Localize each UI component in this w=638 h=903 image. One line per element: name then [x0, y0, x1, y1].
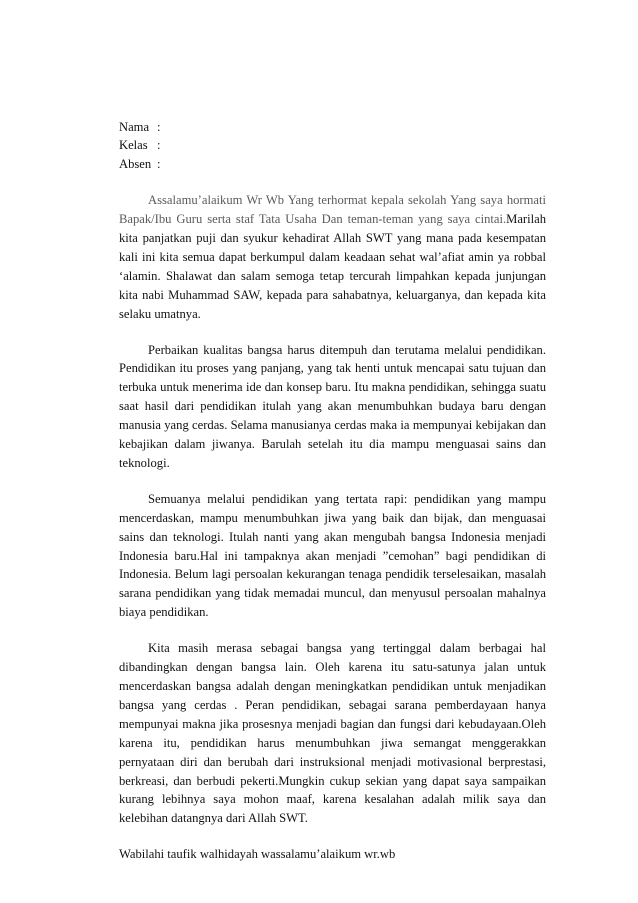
- paragraph-nation-behind: Kita masih merasa sebagai bangsa yang tertinggal dalam berbagai hal dibandingkan dengan bangsa lain. Oleh karena itu satu-satunya jalan untuk mencerdaskan bangsa adalah dengan meningkatkan pendidikan untuk menjadikan bangsa yang cerdas . Peran pendidikan, sebagai sarana pemberdayaan hanya mempunyai makna jika prosesnya menjadi bagian dan fungsi dari kebudayaan.Oleh karena itu, pendidikan harus menumbuhkan jiwa semangat menggerakkan pernyataan diri dan berubah dari instruksional menjadi motivasional berprestasi, berkreasi, dan berbudi pekerti.Mungkin cukup sekian yang dapat saya sampaikan kurang lebihnya saya mohon maaf, karena kesalahan adalah milik saya dan kelebihan datangnya dari Allah SWT.: [119, 641, 546, 826]
- paragraph-education-quality: Perbaikan kualitas bangsa harus ditempuh dan terutama melalui pendidikan. Pendidikan itu proses yang panjang, yang tak henti untuk mencapai satu tujuan dan terbuka untuk menerima ide dan konsep baru. Itu makna pendidikan, sehingga suatu saat hasil dari pendidikan itulah yang akan menumbuhkan budaya baru dengan manusia yang cerdas. Selama manusianya cerdas maka ia mempunyai kebijakan dan kebajikan dalam jiwanya. Barulah setelah itu dia mampu menguasai sains dan teknologi.: [119, 342, 546, 470]
- class-label: Kelas: [119, 138, 148, 153]
- name-colon: :: [157, 120, 161, 134]
- paragraph-opening: [119, 191, 546, 323]
- name-label: Nama: [119, 120, 150, 134]
- student-info-block: [119, 118, 546, 173]
- attendance-label: Absen: [119, 156, 152, 171]
- attendance-colon: :: [157, 156, 161, 171]
- paragraph-education-organized: Semuanya melalui pendidikan yang tertata rapi: pendidikan yang mampu mencerdaskan, mampu menumbuhkan jiwa yang baik dan bijak, dan menguasai sains dan teknologi. Itulah nanti yang akan mengubah bangsa Indonesia menjadi Indonesia baru.Hal ini tampaknya akan menjadi ”cemohan” bagi pendidikan di Indonesia. Belum lagi persoalan kekurangan tenaga pendidik terselesaikan, masalah sarana pendidikan yang tidak memadai muncul, dan menyusul persoalan mahalnya biaya pendidikan.: [119, 491, 546, 620]
- name-field-row: [119, 118, 546, 136]
- document-body: [119, 118, 546, 881]
- greeting-text: Assalamu’alaikum Wr Wb Yang terhormat kepala sekolah Yang saya hormati Bapak/Ibu Guru serta staf Tata Usaha Dan teman-teman yang saya cintai.: [119, 193, 546, 227]
- attendance-field-row: [119, 155, 546, 173]
- opening-text: Marilah kita panjatkan puji dan syukur kehadirat Allah SWT yang mana pada kesempatan kali ini kita semua dapat berkumpul dalam keadaan sehat wal’afiat amin ya robbal ‘alamin. Shalawat dan salam semoga tetap tercurah limpahkan kepada junjungan kita nabi Muhammad SAW, kepada para sahabatnya, keluarganya, dan kepada kita selaku umatnya.: [119, 212, 546, 321]
- class-field-row: [119, 136, 546, 154]
- class-colon: :: [157, 138, 161, 153]
- closing-salutation: Wabilahi taufik walhidayah wassalamu’alaikum wr.wb: [119, 847, 396, 862]
